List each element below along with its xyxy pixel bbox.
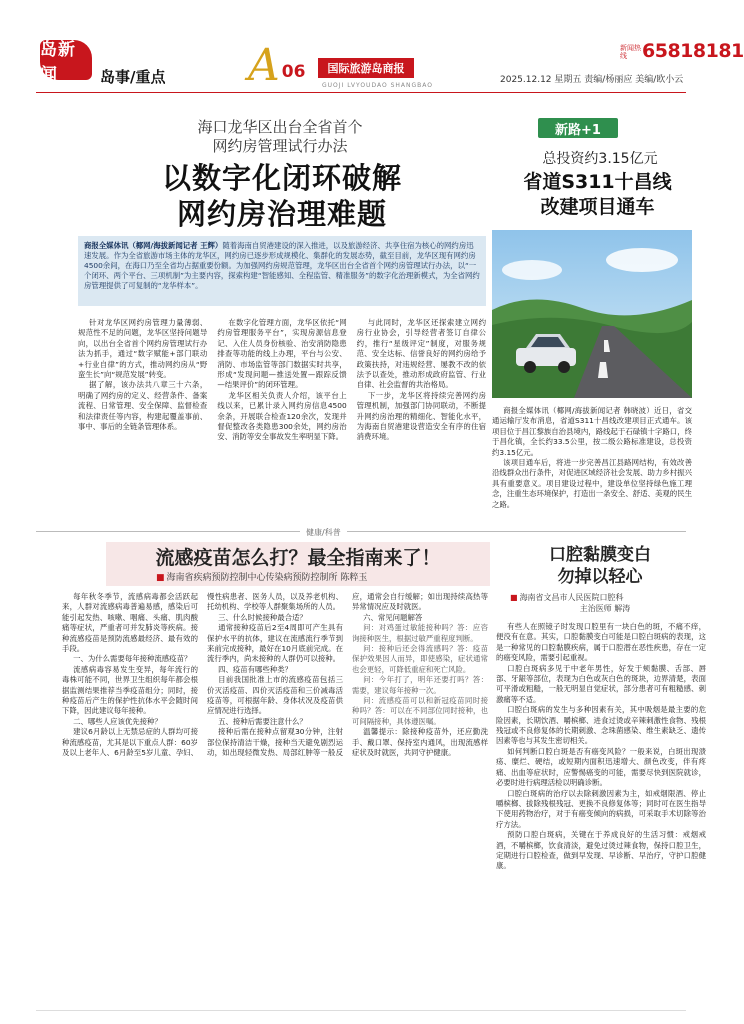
section-divider-label: 健康/科普 [300, 527, 347, 538]
oral-title [500, 544, 700, 588]
subheading: 四、疫苗有哪些种类？ [218, 664, 293, 674]
lead-headline-line: 以数字化闭环破解 [161, 161, 402, 195]
oral-title-line: 口腔黏膜变白 [549, 545, 651, 565]
lead-body [78, 318, 486, 530]
subheading: 一、为什么需要每年接种流感疫苗？ [73, 654, 192, 664]
paragraph: 建议6月龄以上无禁忌症的人群均可接种流感疫苗，尤其是以下重点人群：60岁及以上老年人、6月龄至5岁儿童、孕妇、慢性病患者、医务人员，以及养老机构、托幼机构、学校等人群聚集场所的人员。 [62, 592, 343, 758]
paragraph: 下一步，龙华区将持续完善网约房管理机制，加强部门协同联动，不断提升网约房治理的精细化、智能化水平，为海南自贸港建设营造安全有序的住宿消费环境。 [356, 390, 486, 442]
road-photo [492, 230, 692, 398]
paper-sub: GUOJI LVYOUDAO SHANGBAO [322, 82, 433, 89]
lead-summary [78, 236, 486, 306]
faq-item: 问：流感疫苗可以和新冠疫苗同时接种吗？答：可以在不同部位同时接种，也可间隔接种，具体遵医嘱。 [352, 696, 488, 726]
paragraph: 口腔白斑病的治疗以去除刺激因素为主，如戒烟限酒、停止嚼槟榔、拔除残根残冠、更换不良修复体等；同时可在医生指导下使用药物治疗，对于有癌变倾向的病损，可采取手术切除等治疗方法。 [496, 788, 706, 829]
lead-kicker-line: 网约房管理试行办法 [212, 137, 348, 155]
section-divider [36, 531, 686, 532]
footer-rule [36, 1010, 686, 1011]
editor-credit: 责编/杨丽应 [584, 75, 633, 85]
paragraph: 预防口腔白斑病，关键在于养成良好的生活习惯：戒烟戒酒，不嚼槟榔，饮食清淡，避免过烫过辣食物，保持口腔卫生，定期进行口腔检查，做到早发现、早诊断、早治疗，守护口腔健康。 [496, 830, 706, 871]
oral-title-line: 勿掉以轻心 [557, 567, 643, 587]
oral-body [496, 622, 706, 1004]
page-indicator [248, 40, 306, 91]
faq-item: 问：对鸡蛋过敏能接种吗？答：应咨询接种医生，根据过敏严重程度判断。 [352, 623, 488, 643]
paragraph: 口腔白斑病多见于中老年男性，好发于颊黏膜、舌部、唇部、牙龈等部位，表现为白色或灰白色的斑块，边界清楚，表面可平滑或粗糙，一般无明显自觉症状，部分患者可有粗糙感、刺激痛等不适。 [496, 663, 706, 704]
paragraph: 每年秋冬季节，流感病毒都会活跃起来，人群对流感病毒普遍易感，感染后可能引起发热、咳嗽、咽痛、头痛、肌肉酸痛等症状，严重者可并发肺炎等疾病。接种流感疫苗是预防流感最经济、最有效的手段。 [62, 592, 198, 654]
oral-byline [510, 592, 700, 614]
section-title: 岛事/重点 [100, 68, 166, 86]
subheading: 二、哪些人应该优先接种？ [73, 716, 162, 726]
road-title-line: 改建项目通车 [540, 196, 655, 218]
hotline-label: 新闻热线 [620, 44, 641, 60]
faq-item: 问：今年打了，明年还要打吗？答：需要，建议每年接种一次。 [352, 675, 488, 695]
road-badge: 新路+1 [538, 118, 618, 138]
vaccine-title: 流感疫苗怎么打？最全指南来了！ [155, 547, 441, 569]
paragraph: 针对龙华区网约房管理力量薄弱、规范性不足的问题，龙华区坚持问题导向，以出台全省首个网约房管理试行办法为抓手，通过“数字赋能+部门联动+行业自律”的方式，推动网约房从“野蛮生长”向“规范发展”转变。 [78, 318, 208, 380]
paragraph: 与此同时，龙华区还探索建立网约房行业协会，引导经营者签订自律公约，推行“星级评定”制度，对服务规范、安全达标、信誉良好的网约房给予政策扶持，对违规经营、屡教不改的依法予以查处，推动形成政府监管、行业自律、社会监督的共治格局。 [356, 318, 486, 390]
paragraph: 温馨提示：除接种疫苗外，还应勤洗手、戴口罩、保持室内通风，出现流感样症状及时就医，共同守护健康。 [352, 727, 488, 758]
oral-byline-org: ■ 海南省文昌市人民医院口腔科 [510, 592, 700, 603]
faq-item: 问：接种后还会得流感吗？答：疫苗保护效果因人而异，即使感染，症状通常也会更轻，可降低重症和死亡风险。 [352, 644, 488, 674]
header-rule [36, 92, 686, 93]
issue-weekday: 星期五 [554, 75, 582, 85]
road-photo-illustration [492, 230, 692, 398]
vaccine-body [62, 592, 488, 1002]
paragraph: 目前我国批准上市的流感疫苗包括三价灭活疫苗、四价灭活疫苗和三价减毒活疫苗等，可根据年龄、身体状况及疫苗供应情况进行选择。 [207, 675, 343, 716]
lead-headline [86, 160, 478, 232]
oral-byline-author: 主治医师 解涛 [579, 604, 631, 613]
paragraph: 有些人在照镜子时发现口腔里有一块白色的斑，不痛不痒，便没有在意。其实，口腔黏膜变白可能是口腔白斑病的表现，这是一种常见的口腔黏膜疾病，属于口腔潜在恶性疾患，存在一定的癌变风险，需要引起重视。 [496, 622, 706, 663]
paper-logo: 岛新闻 [40, 40, 92, 80]
paragraph: 该项目通车后，将进一步完善昌江县路网结构，有效改善沿线群众出行条件，对促进区域经济社会发展、助力乡村振兴具有重要意义。项目建设过程中，建设单位坚持绿色施工理念，注重生态环境保护，打造出一条安全、舒适、美观的民生之路。 [492, 458, 692, 509]
lead-kicker-line: 海口龙华区出台全省首个 [197, 118, 363, 136]
art-credit: 美编/欧小云 [635, 75, 684, 85]
page-number: 06 [281, 62, 306, 82]
subheading: 三、什么时候接种最合适？ [218, 612, 307, 622]
hotline-number: 65818181 [642, 40, 744, 62]
paragraph: 据了解，该办法共八章三十六条，明确了网约房的定义、经营条件、备案流程、日常管理、安全保障、监督检查和法律责任等内容，构建起覆盖事前、事中、事后的全链条管理体系。 [78, 380, 208, 432]
issue-date: 2025.12.12 [500, 75, 552, 85]
road-title-line: 省道S311十昌线 [523, 171, 672, 193]
road-title [490, 170, 705, 220]
road-body [492, 406, 692, 530]
lead-kicker [110, 118, 450, 156]
paragraph: 通常接种疫苗后2至4周即可产生具有保护水平的抗体，建议在流感流行季节到来前完成接种，最好在10月底前完成。在流行季内，尚未接种的人群仍可以接种。 [207, 623, 343, 664]
vaccine-byline: ■ 海南省疾病预防控制中心传染病预防控制所 陈粹玉 [156, 570, 367, 583]
lead-headline-line: 网约房治理难题 [176, 197, 387, 231]
paragraph: 接种后需在接种点留观30分钟，注射部位保持清洁干燥，接种当天避免剧烈运动，如出现轻微发热、局部红肿等一般反应，通常会自行缓解；如出现持续高热等异常情况应及时就医。 [207, 592, 488, 758]
lead-summary-text: 随着海南自贸港建设的深入推进，以及旅游经济、共享住宿为核心的网约房迅速发展。作为全省旅游市场主体的龙华区，网约房已逐步形成规模化、集群化的发展态势，截至目前，龙华区现有网约房4500余间，在海口乃至全省均占据重要份额。为加强网约房规范管理，龙华区出台全省首个网约房管理试行办法，以“一个闭环、两个平台、三项机制”为主要内容，探索构建“智能感知、全程监管、精准服务”的数字化治理新模式，为全省网约房管理提供了可复制的“龙华样本”。 [84, 241, 480, 290]
paragraph: 商报全媒体讯（椰网/海拔新闻记者 韩晓波）近日，省交通运输厅发布消息，省道S311十昌线改建项目正式通车。该项目位于昌江黎族自治县境内，路线起于石碌镇十字路口，终于昌化镇，全长约33.5公里，按二级公路标准建设，总投资约3.15亿元。 [492, 406, 692, 457]
subheading: 五、接种后需要注意什么？ [218, 716, 307, 726]
road-subtitle: 总投资约3.15亿元 [542, 151, 658, 167]
paragraph: 如何判断口腔白斑是否有癌变风险？一般来说，白斑出现溃疡、糜烂、硬结，或短期内面积迅速增大、颜色改变，伴有疼痛、出血等症状时，应警惕癌变的可能，需要尽快到医院就诊，必要时进行病理活检以明确诊断。 [496, 746, 706, 788]
paper-name: 国际旅游岛商报 [318, 58, 414, 78]
paragraph: 流感病毒容易发生变异，每年流行的毒株可能不同，世界卫生组织每年都会根据监测结果推荐当季疫苗组分；同时，接种疫苗后产生的保护性抗体水平会随时间下降，因此建议每年接种。 [62, 664, 198, 716]
page-header [0, 0, 744, 92]
issue-meta [500, 72, 683, 85]
paragraph: 龙华区相关负责人介绍，该平台上线以来，已累计录入网约房信息4500余条，开展联合检查120余次，发现并督促整改各类隐患300余处，网约房治安、消防等安全事故发生率明显下降。 [217, 390, 347, 442]
page-letter: A [248, 40, 280, 91]
subheading: 六、常见问题解答 [363, 612, 423, 622]
lead-summary-byline: 商报全媒体讯（椰网/海拔新闻记者 王辉） [84, 241, 223, 250]
paragraph: 在数字化管理方面，龙华区依托“网约房管理服务平台”，实现房源信息登记、入住人员身份核验、治安消防隐患排查等功能的线上办理，平台与公安、消防、市场监管等部门数据实时共享，形成“发现问题—推送处置—跟踪反馈—结果评价”的闭环管理。 [217, 318, 347, 390]
paragraph: 口腔白斑病的发生与多种因素有关，其中吸烟是最主要的危险因素，长期饮酒、嚼槟榔、进食过烫或辛辣刺激性食物、残根残冠或不良修复体的长期刺激、念珠菌感染、维生素缺乏、遗传因素等也与其发生密切相关。 [496, 705, 706, 746]
